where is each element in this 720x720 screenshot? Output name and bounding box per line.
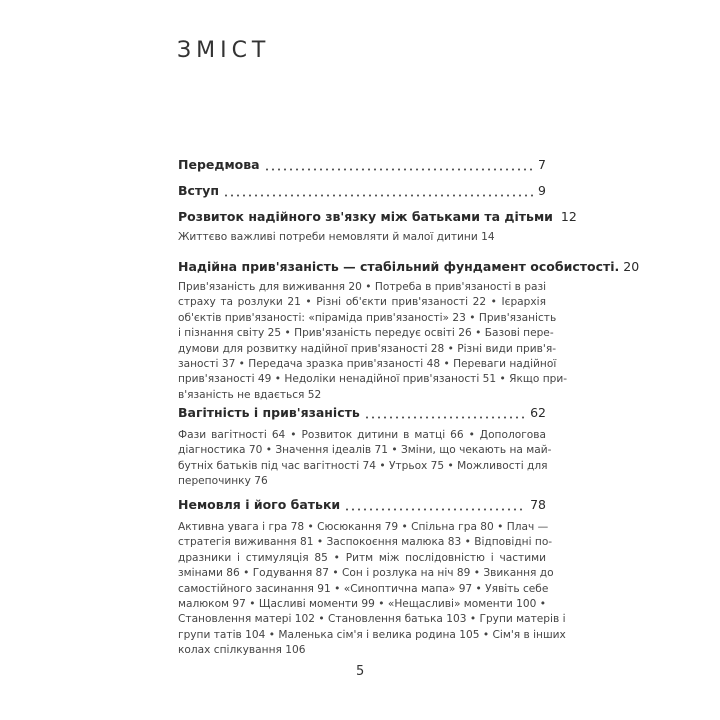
toc-subentries-line: в'язаність не вдається 52 [178,388,322,401]
toc-subentries-line: бутніх батьків під час вагітності 74 • Утрьох 75 • Можливості для [178,459,548,472]
dot-leader [264,168,534,171]
toc-subentries-line: Становлення матері 102 • Становлення батька 103 • Групи матерів і [178,613,566,626]
toc-subentries-line: Життєво важливі потреби немовляти й малої дитини 14 [178,231,495,243]
toc-entry-chapter-3[interactable] [178,405,552,490]
toc-page-number: 20 [623,259,640,274]
toc-subentries-line: прив'язаності 49 • Недоліки ненадійної прив'язаності 51 • Якщо при- [178,373,568,386]
toc-entry-foreword[interactable] [178,157,546,175]
toc-entry-chapter-1[interactable] [178,209,577,245]
toc-heading[interactable] [178,209,577,227]
toc-subentries-line: Активна увага і гра 78 • Сюсюкання 79 • Спільна гра 80 • Плач — [178,521,549,533]
toc-page-number: 9 [538,183,546,198]
toc-subentries-line: групи татів 104 • Маленька сім'я і велика родина 105 • Сім'я в інших [178,628,566,641]
page-title: ЗМІСТ [177,38,271,63]
toc-subentries-line: думови для розвитку надійної прив'язаності 28 • Різні види прив'я- [178,342,557,355]
toc-subentries-line: самостійного засинання 91 • «Синоптична мапа» 97 • Уявіть себе [178,582,549,595]
toc-subentries-line: діагностика 70 • Значення ідеалів 71 • Зміни, що чекають на май- [178,444,552,457]
toc-subentries-line: перепочинку 76 [178,475,268,488]
toc-page-number: 7 [538,157,546,172]
toc-heading[interactable] [178,497,546,515]
toc-page-number: 12 [560,209,577,224]
toc-heading[interactable] [178,157,546,175]
toc-page-number: 62 [530,405,546,420]
toc-heading[interactable] [178,259,640,277]
toc-subentries-line: і пізнання світу 25 • Прив'язаність передує освіті 26 • Базові пере- [178,327,554,340]
toc-subentries-line: Фази вагітності 64 • Розвиток дитини в матці 66 • Допологова [178,429,546,441]
toc-subentries-line: заності 37 • Передача зразка прив'язаності 48 • Переваги надійної [178,357,557,370]
toc-heading-text: Розвиток надійного зв'язку між батьками та дітьми [178,209,553,224]
dot-leader [223,194,534,197]
toc-subentries-line: колах спілкування 106 [178,644,306,657]
toc-heading-text: Вагітність і прив'язаність [178,405,360,420]
toc-subentries-line: дразники і стимуляція 85 • Ритм між послідовністю і частими [178,551,546,564]
toc-entry-chapter-2[interactable] [178,259,640,403]
toc-heading-text: Надійна прив'язаність — стабільний фундамент особистості. [178,259,620,274]
toc-subentries-line: страху та розлуки 21 • Різні об'єкти прив'язаності 22 • Ієрархія [178,296,546,309]
toc-heading-text: Немовля і його батьки [178,497,341,512]
dot-leader [364,416,526,419]
toc-entry-introduction[interactable] [178,183,546,201]
toc-page-number: 78 [530,497,546,512]
toc-entry-chapter-4[interactable] [178,497,566,659]
toc-heading[interactable] [178,405,546,423]
toc-heading[interactable] [178,183,546,201]
toc-subentries-line: Прив'язаність для виживання 20 • Потреба в прив'язаності в разі [178,281,547,293]
dot-leader [344,508,526,511]
toc-subentries-line: змінами 86 • Годування 87 • Сон і розлука на ніч 89 • Звикання до [178,567,554,580]
page-number: 5 [356,664,365,679]
toc-heading-text: Вступ [178,183,219,198]
toc-heading-text: Передмова [178,157,260,172]
toc-subentries-line: малюком 97 • Щасливі моменти 99 • «Нещасливі» моменти 100 • [178,597,546,610]
toc-subentries-line: об'єктів прив'язаності: «піраміда прив'язаності» 23 • Прив'язаність [178,311,557,324]
toc-subentries-line: стратегія виживання 81 • Заспокоєння малюка 83 • Відповідні по- [178,536,553,549]
